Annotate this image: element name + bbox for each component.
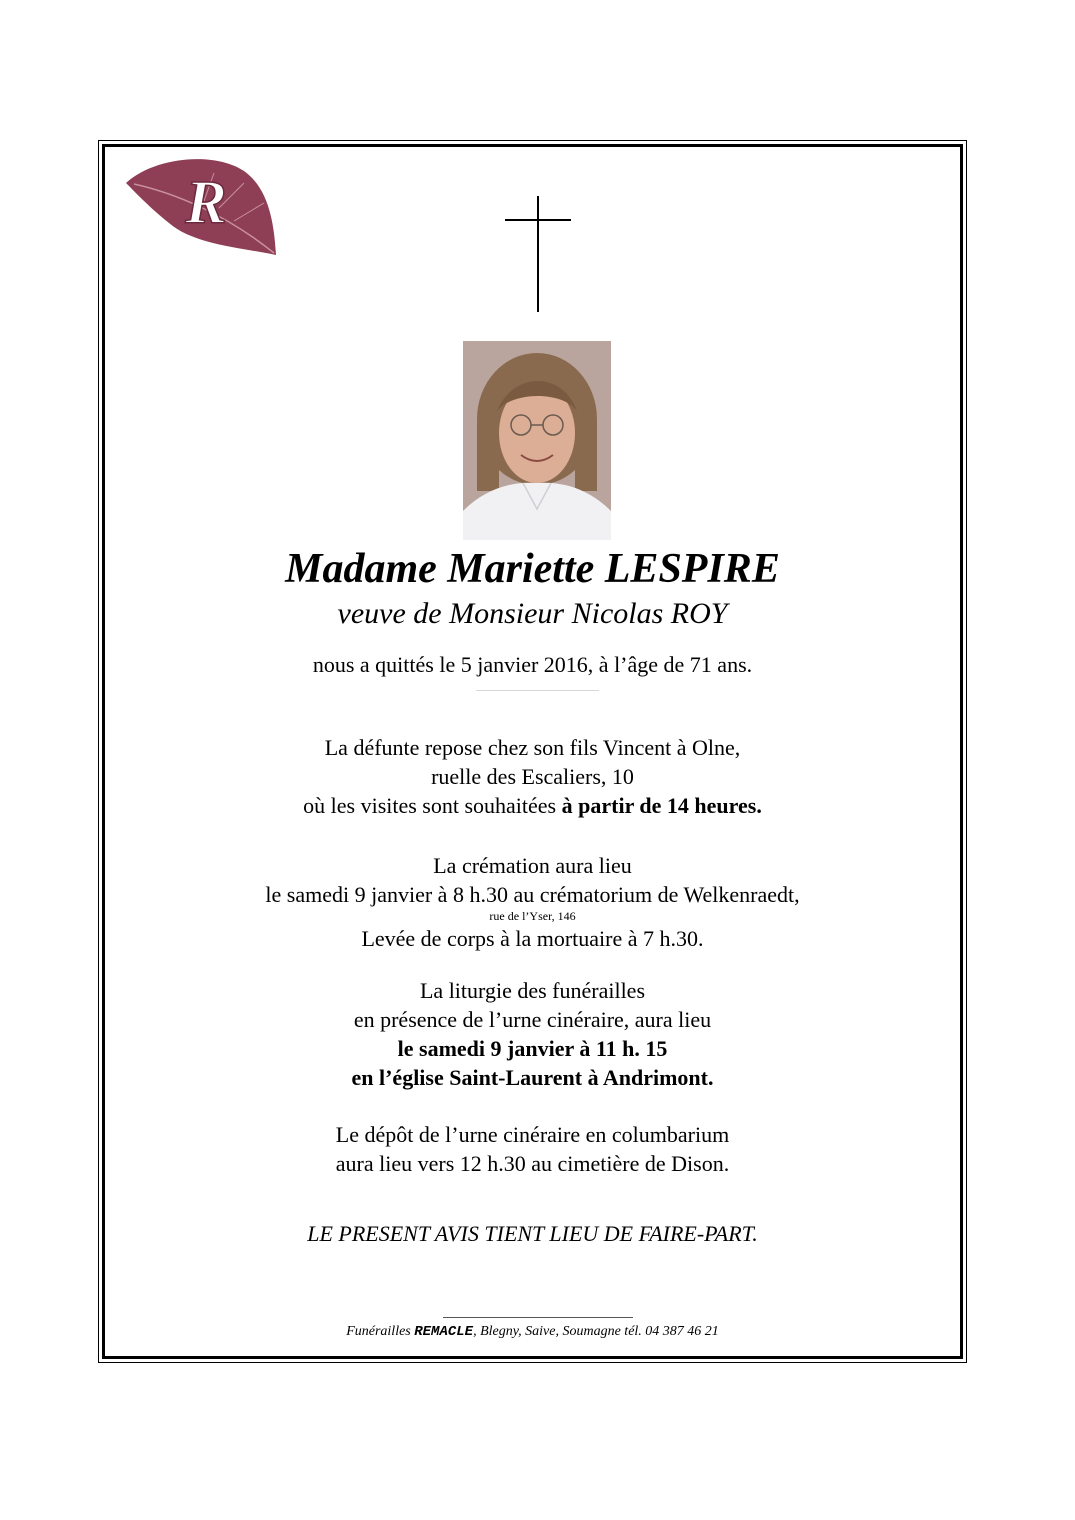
portrait-photo (463, 341, 611, 540)
liturgy-line-1: La liturgie des funérailles (419, 978, 646, 1003)
divider-small (476, 690, 599, 691)
cross-icon (505, 196, 571, 312)
deceased-name: Madame Mariette LESPIRE (285, 546, 780, 592)
liturgy-date: le samedi 9 janvier à 11 h. 15 (397, 1036, 668, 1061)
cremation-line-2: le samedi 9 janvier à 8 h.30 au crématorium de Welkenraedt, (265, 882, 800, 907)
visitation-hours: à partir de 14 heures. (561, 793, 762, 818)
footer-contact: , Blegny, Saive, Soumagne tél. 04 387 46 21 (473, 1324, 719, 1339)
spouse-line: veuve de Monsieur Nicolas ROY (337, 597, 728, 630)
columbarium-line-1: Le dépôt de l’urne cinéraire en columbarium (335, 1122, 730, 1147)
funeral-home-logo (124, 153, 278, 257)
columbarium-block (102, 1120, 963, 1178)
columbarium-line-2: aura lieu vers 12 h.30 au cimetière de Dison. (335, 1151, 730, 1176)
crematorium-address: rue de l’Yser, 146 (489, 909, 576, 923)
visitation-block (102, 733, 963, 820)
liturgy-line-2: en présence de l’urne cinéraire, aura lieu (353, 1007, 712, 1032)
footer-divider (443, 1317, 633, 1318)
cremation-line-3: Levée de corps à la mortuaire à 7 h.30. (361, 926, 704, 951)
footer (102, 1322, 963, 1342)
liturgy-place: en l’église Saint-Laurent à Andrimont. (351, 1065, 714, 1090)
cremation-block (102, 851, 963, 953)
cremation-line-1: La crémation aura lieu (433, 853, 632, 878)
visitation-line-3 (102, 791, 963, 820)
visitation-line-3-text: où les visites sont souhaitées (303, 793, 562, 818)
notice-text: LE PRESENT AVIS TIENT LIEU DE FAIRE-PART. (307, 1221, 758, 1246)
logo-letter: R (185, 169, 227, 237)
visitation-line-1: La défunte repose chez son fils Vincent à Olne, (324, 735, 741, 760)
liturgy-block (102, 976, 963, 1092)
passing-date-line: nous a quittés le 5 janvier 2016, à l’âge de 71 ans. (312, 652, 753, 677)
footer-company: REMACLE (414, 1324, 474, 1340)
footer-prefix: Funérailles (346, 1324, 415, 1339)
visitation-line-2: ruelle des Escaliers, 10 (431, 764, 634, 789)
